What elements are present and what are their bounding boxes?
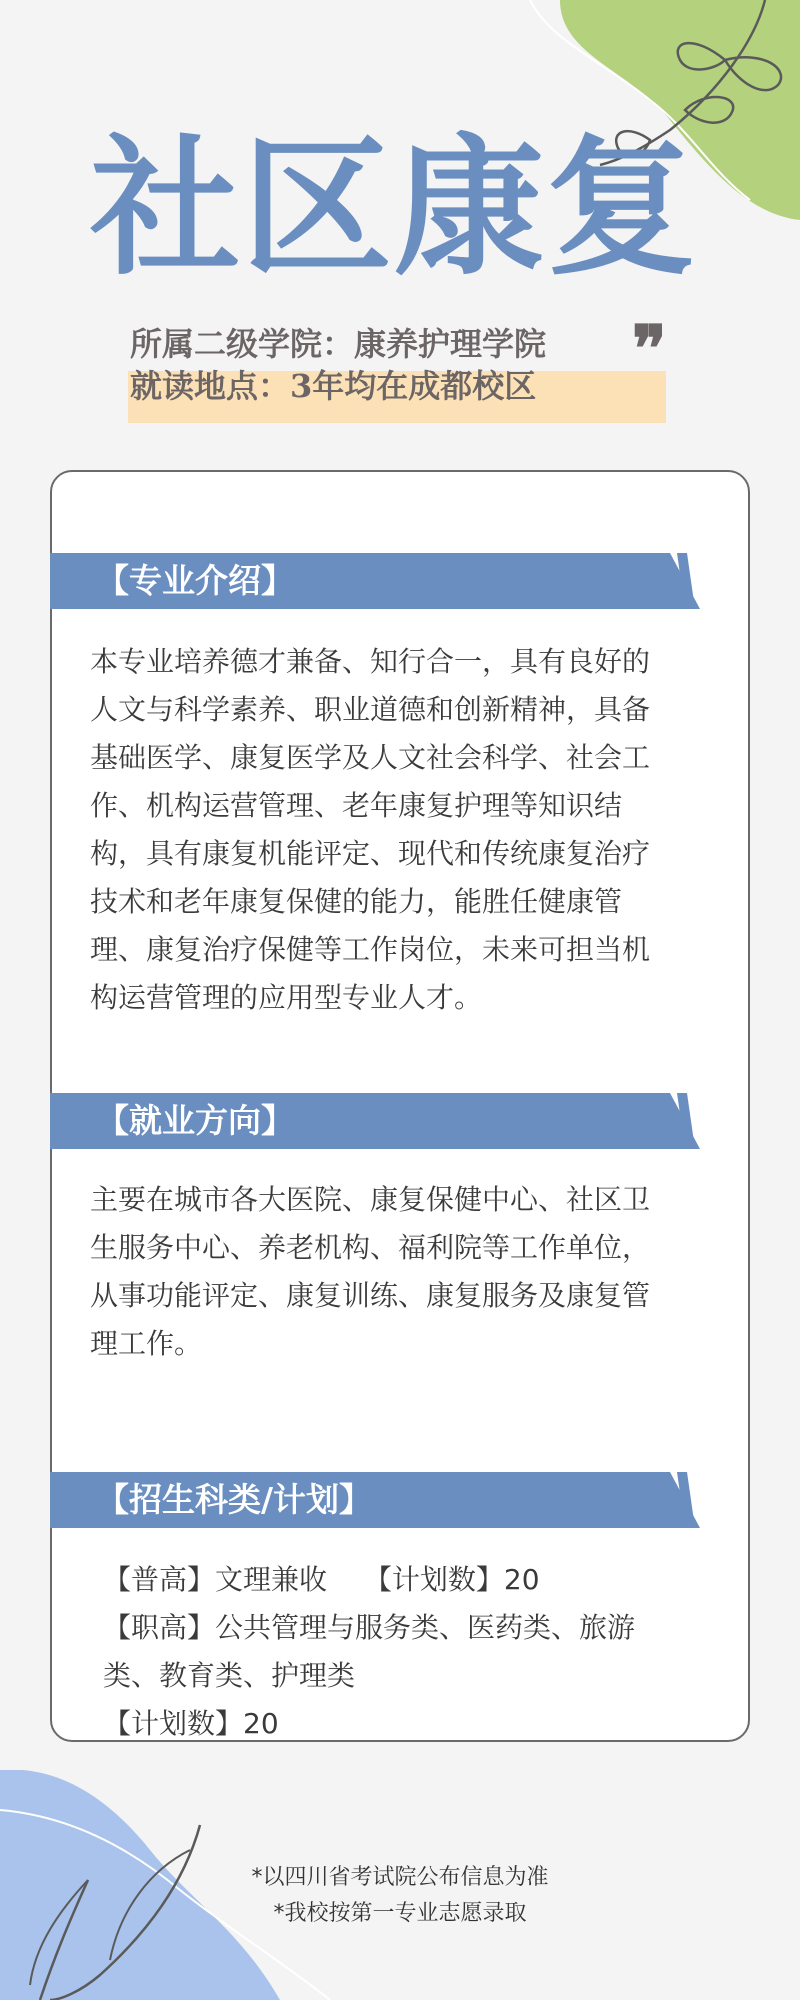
text-line: 基础医学、康复医学及人文社会科学、社会工 — [90, 741, 651, 774]
text-line: 构，具有康复机能评定、现代和传统康复治疗 — [90, 837, 651, 870]
text-line: 理工作。 — [90, 1327, 203, 1360]
intro-heading: 【专业介绍】 — [96, 561, 294, 600]
footnote: *我校按第一专业志愿录取 — [273, 1901, 527, 1926]
text-line: 【普高】文理兼收 【计划数】20 — [103, 1563, 540, 1596]
enrollment-heading: 【招生科类/计划】 — [96, 1480, 373, 1519]
enrollment-text — [103, 1556, 703, 1748]
text-line: 生服务中心、养老机构、福利院等工作单位， — [90, 1231, 651, 1264]
page-title: 社区康复 — [90, 120, 699, 296]
text-line: 类、教育类、护理类 — [103, 1659, 356, 1692]
text-line: 作、机构运营管理、老年康复护理等知识结 — [90, 789, 623, 822]
text-line: 【计划数】20 — [103, 1707, 279, 1740]
text-line: 本专业培养德才兼备、知行合一，具有良好的 — [90, 645, 651, 678]
text-line: 理、康复治疗保健等工作岗位，未来可担当机 — [90, 933, 651, 966]
career-heading: 【就业方向】 — [96, 1101, 294, 1140]
text-line: 【职高】公共管理与服务类、医药类、旅游 — [103, 1611, 636, 1644]
text-line: 人文与科学素养、职业道德和创新精神，具备 — [90, 693, 651, 726]
intro-text — [90, 638, 720, 1022]
footnote: *以四川省考试院公布信息为准 — [251, 1865, 549, 1890]
text-line: 技术和老年康复保健的能力，能胜任健康管 — [90, 885, 623, 918]
career-text — [90, 1176, 720, 1368]
college-info: 所属二级学院：康养护理学院 — [130, 325, 547, 363]
text-line: 主要在城市各大医院、康复保健中心、社区卫 — [90, 1183, 651, 1216]
text-line: 构运营管理的应用型专业人才。 — [90, 981, 483, 1014]
text-line: 从事功能评定、康复训练、康复服务及康复管 — [90, 1279, 651, 1312]
location-info: 就读地点：3年均在成都校区 — [130, 367, 537, 405]
footnotes — [0, 1860, 800, 1932]
quote-mark-icon: ❞ — [632, 312, 667, 387]
